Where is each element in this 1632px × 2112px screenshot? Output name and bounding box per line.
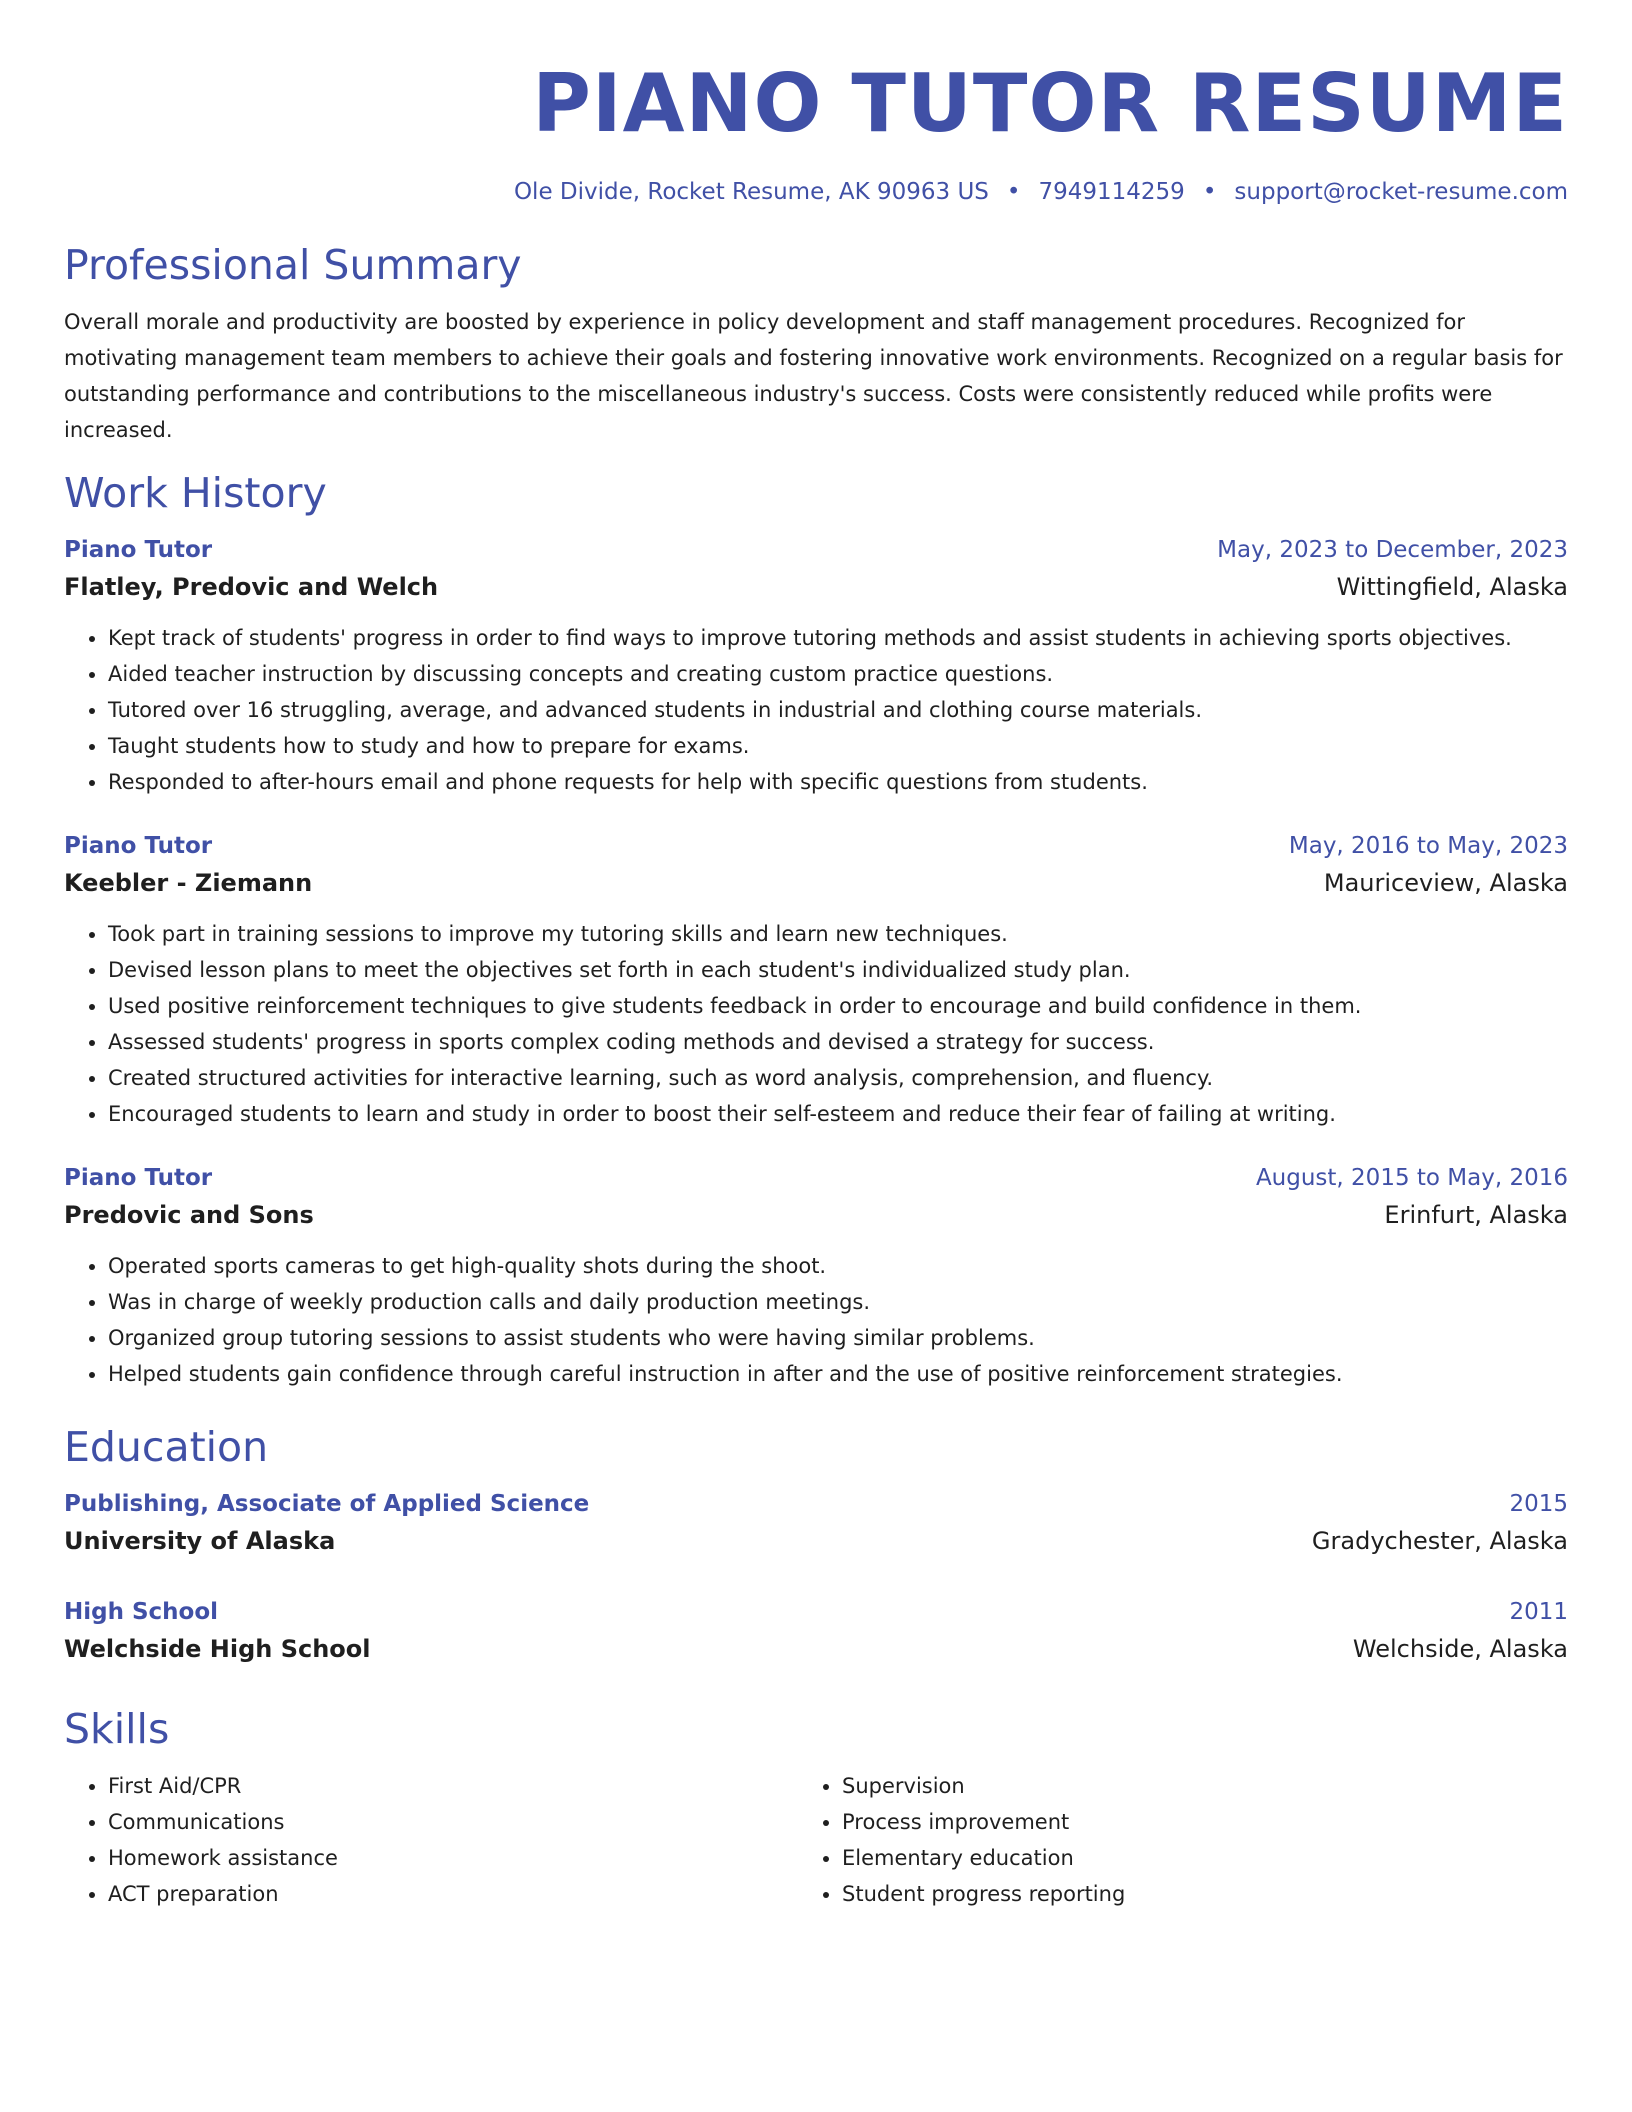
job-bullet: • Helped students gain confidence through careful instruction in after and the use of positive reinforcement strategies. bbox=[108, 1356, 1568, 1392]
skills-column-left bbox=[64, 1768, 798, 1912]
education-school: Welchside High School bbox=[64, 1635, 371, 1663]
skills-section bbox=[64, 1702, 1568, 1912]
job-bullet: • Used positive reinforcement techniques to give students feedback in order to encourage and build confidence in them. bbox=[108, 988, 1568, 1024]
skill-item: • Process improvement bbox=[842, 1804, 1532, 1840]
skill-item: • First Aid/CPR bbox=[108, 1768, 798, 1804]
job-bullet: • Tutored over 16 struggling, average, and advanced students in industrial and clothing course materials. bbox=[108, 692, 1568, 728]
job-dates: May, 2016 to May, 2023 bbox=[1288, 833, 1568, 859]
skill-item: • Communications bbox=[108, 1804, 798, 1840]
summary-heading: Professional Summary bbox=[64, 241, 522, 289]
contact-phone: 7949114259 bbox=[1038, 179, 1185, 205]
job-bullet: • Aided teacher instruction by discussing concepts and creating custom practice questions. bbox=[108, 656, 1568, 692]
contact-separator: • bbox=[1202, 179, 1217, 205]
job-bullet: • Organized group tutoring sessions to assist students who were having similar problems. bbox=[108, 1320, 1568, 1356]
job-location: Erinfurt, Alaska bbox=[1384, 1201, 1568, 1229]
contact-email[interactable]: support@rocket-resume.com bbox=[1234, 179, 1568, 205]
skill-item: • ACT preparation bbox=[108, 1876, 798, 1912]
skills-heading: Skills bbox=[64, 1705, 170, 1753]
skill-item: • Supervision bbox=[842, 1768, 1532, 1804]
skill-item: • Student progress reporting bbox=[842, 1876, 1532, 1912]
education-school: University of Alaska bbox=[64, 1527, 336, 1555]
job-bullet: • Kept track of students' progress in order to find ways to improve tutoring methods and assist students in achieving sports objectives. bbox=[108, 620, 1568, 656]
resume-title: PIANO TUTOR RESUME bbox=[532, 57, 1568, 150]
job-bullet: • Encouraged students to learn and study in order to boost their self-esteem and reduce their fear of failing at writing. bbox=[108, 1096, 1568, 1132]
contact-separator: • bbox=[1006, 179, 1021, 205]
summary-text: Overall morale and productivity are boosted by experience in policy development and staff management procedures. Recognized for motivating management team members to achieve their goals and fostering innovative work environments. Recognized on a regular basis for outstanding performance and contributions to the miscellaneous industry's success. Costs were consistently reduced while profits were increased. bbox=[64, 310, 1563, 442]
skill-item: • Elementary education bbox=[842, 1840, 1532, 1876]
resume-header bbox=[64, 50, 1568, 208]
job-location: Wittingfield, Alaska bbox=[1336, 573, 1568, 601]
education-year: 2015 bbox=[1509, 1491, 1568, 1517]
skills-list bbox=[798, 1768, 1532, 1912]
job-bullet: • Created structured activities for interactive learning, such as word analysis, comprehension, and fluency. bbox=[108, 1060, 1568, 1096]
job-company: Flatley, Predovic and Welch bbox=[64, 573, 439, 601]
education-entry bbox=[64, 1486, 1568, 1560]
skill-item: • Homework assistance bbox=[108, 1840, 798, 1876]
job-company: Keebler - Ziemann bbox=[64, 869, 313, 897]
job-dates: May, 2023 to December, 2023 bbox=[1217, 537, 1568, 563]
education-entry bbox=[64, 1594, 1568, 1668]
job-role: Piano Tutor bbox=[64, 1165, 213, 1191]
job-bullet: • Took part in training sessions to improve my tutoring skills and learn new techniques. bbox=[108, 916, 1568, 952]
contact-address: Ole Divide, Rocket Resume, AK 90963 US bbox=[513, 179, 989, 205]
education-section bbox=[64, 1420, 1568, 1668]
job-entry bbox=[64, 828, 1568, 1132]
skills-column-right bbox=[798, 1768, 1532, 1912]
job-bullet: • Responded to after-hours email and phone requests for help with specific questions from students. bbox=[108, 764, 1568, 800]
job-role: Piano Tutor bbox=[64, 833, 213, 859]
education-location: Gradychester, Alaska bbox=[1311, 1527, 1568, 1555]
education-location: Welchside, Alaska bbox=[1352, 1635, 1568, 1663]
job-location: Mauriceview, Alaska bbox=[1323, 869, 1568, 897]
job-dates: August, 2015 to May, 2016 bbox=[1255, 1165, 1568, 1191]
job-role: Piano Tutor bbox=[64, 537, 213, 563]
education-degree: High School bbox=[64, 1599, 219, 1625]
skills-grid bbox=[64, 1768, 1568, 1912]
job-bullets bbox=[64, 916, 1568, 1132]
education-heading: Education bbox=[64, 1423, 269, 1471]
job-bullet: • Assessed students' progress in sports complex coding methods and devised a strategy for success. bbox=[108, 1024, 1568, 1060]
education-degree: Publishing, Associate of Applied Science bbox=[64, 1491, 590, 1517]
contact-line bbox=[64, 176, 1568, 208]
job-bullets bbox=[64, 620, 1568, 800]
job-bullets bbox=[64, 1248, 1568, 1392]
skills-list bbox=[64, 1768, 798, 1912]
education-year: 2011 bbox=[1509, 1599, 1568, 1625]
job-entry bbox=[64, 532, 1568, 800]
job-company: Predovic and Sons bbox=[64, 1201, 314, 1229]
job-bullet: • Taught students how to study and how to prepare for exams. bbox=[108, 728, 1568, 764]
work-history-heading: Work History bbox=[64, 469, 327, 517]
job-entry bbox=[64, 1160, 1568, 1392]
summary-section bbox=[64, 238, 1568, 448]
job-bullet: • Devised lesson plans to meet the objectives set forth in each student's individualized study plan. bbox=[108, 952, 1568, 988]
job-bullet: • Operated sports cameras to get high-quality shots during the shoot. bbox=[108, 1248, 1568, 1284]
job-bullet: • Was in charge of weekly production calls and daily production meetings. bbox=[108, 1284, 1568, 1320]
work-history-section bbox=[64, 466, 1568, 1392]
